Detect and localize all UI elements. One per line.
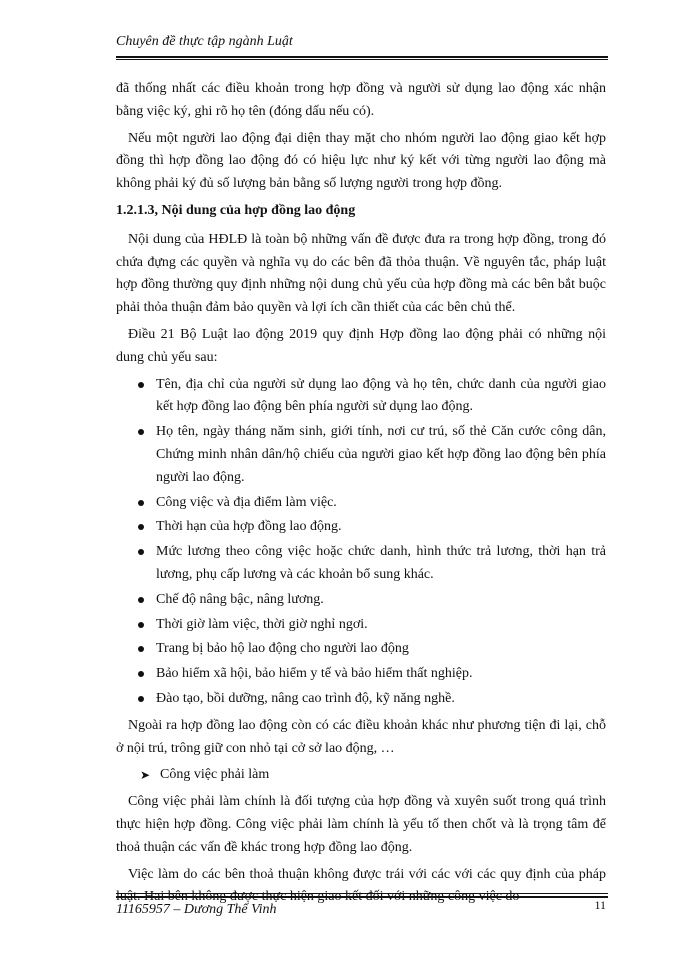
paragraph-6: Công việc phải làm chính là đối tượng của hợp đồng và xuyên suốt trong quá trình thực hiện hợp đồng. Công việc phải làm chính là yếu tố then chốt và là trọng tâm để thoả thuận các vấn đề khác trong hợp đồng lao động. [116, 794, 606, 855]
arrow-bullet-icon: ➤ [140, 768, 151, 783]
list-item-text: Thời hạn của hợp đồng lao động. [156, 519, 342, 535]
footer-rule-thick [116, 896, 608, 898]
page-header-title: Chuyên đề thực tập ngành Luật [116, 34, 293, 49]
header-rule-thin [116, 59, 608, 60]
paragraph-5: Ngoài ra hợp đồng lao động còn có các điều khoản khác như phương tiện đi lại, chỗ ở nội trú, trông giữ con nhỏ tại cở sở lao động, … [116, 717, 606, 756]
bullet-icon [138, 671, 144, 677]
list-item-text: Chế độ nâng bậc, nâng lương. [156, 591, 324, 607]
bullet-icon [138, 597, 144, 603]
list-item [116, 541, 606, 587]
arrow-list-item [116, 764, 606, 787]
paragraph-4: Điều 21 Bộ Luật lao động 2019 quy định Hợp đồng lao động phải có những nội dung chủ yếu sau: [116, 326, 606, 365]
list-item-text: Bảo hiểm xã hội, bảo hiểm y tế và bảo hiểm thất nghiệp. [156, 666, 473, 682]
footer-author: 11165957 – Dương Thế Vinh [116, 902, 277, 917]
arrow-item-text: Công việc phải làm [160, 767, 270, 783]
list-item [116, 638, 606, 661]
list-item-text: Công việc và địa điểm làm việc. [156, 494, 337, 510]
list-item-text: Họ tên, ngày tháng năm sinh, giới tính, nơi cư trú, số thẻ Căn cước công dân, Chứng minh nhân dân/hộ chiếu của người giao kết hợp đồng lao động bên phía người lao động. [156, 424, 606, 485]
list-item-text: Tên, địa chỉ của người sử dụng lao động và họ tên, chức danh của người giao kết hợp đồng lao động bên phía người sử dụng lao động. [156, 376, 606, 415]
header-rule-thick [116, 56, 608, 58]
list-item [116, 516, 606, 539]
list-item-text: Mức lương theo công việc hoặc chức danh, hình thức trả lương, thời hạn trả lương, phụ cấp lương và các khoản bổ sung khác. [156, 544, 606, 582]
bullet-icon [138, 500, 144, 506]
footer-rule-thin [116, 893, 608, 894]
bullet-icon [138, 646, 144, 652]
paragraph-7: Việc làm do các bên thoả thuận không được trái với các với các quy định của pháp luật. Hai bên không được thực hiện giao kết đối với những công việc do [116, 866, 606, 905]
bullet-icon [138, 382, 144, 388]
section-heading: 1.2.1.3, Nội dung của hợp đồng lao động [116, 202, 356, 218]
page-body [116, 78, 606, 913]
paragraph-3: Nội dung của HĐLĐ là toàn bộ những vấn đề được đưa ra trong hợp đồng, trong đó chứa đựng các quyền và nghĩa vụ do các bên đã thỏa thuận. Về nguyên tắc, pháp luật hợp đồng thường quy định những nội dung chủ yếu của hợp đồng mà các bên bắt buộc phải thỏa thuận đảm bảo quyền và lợi ích cần thiết của các bên chủ thể. [116, 231, 606, 316]
bullet-icon [138, 622, 144, 628]
bullet-icon [138, 549, 144, 555]
content-bullet-list [116, 374, 606, 711]
list-item-text: Trang bị bảo hộ lao động cho người lao động [156, 641, 409, 657]
list-item [116, 589, 606, 612]
list-item [116, 374, 606, 420]
list-item-text: Đào tạo, bồi dưỡng, nâng cao trình độ, kỹ năng nghề. [156, 690, 455, 706]
paragraph-2: Nếu một người lao động đại diện thay mặt cho nhóm người lao động giao kết hợp đồng thì hợp đồng lao động đó có hiệu lực như ký kết với từng người lao động mà không phải ký đủ số lượng bản bằng số lượng người trong hợp đồng. [116, 130, 606, 192]
page-number: 11 [594, 898, 606, 912]
bullet-icon [138, 429, 144, 435]
list-item-text: Thời giờ làm việc, thời giờ nghỉ ngơi. [156, 616, 368, 632]
list-item [116, 492, 606, 515]
bullet-icon [138, 696, 144, 702]
list-item [116, 614, 606, 637]
list-item [116, 663, 606, 686]
bullet-icon [138, 524, 144, 530]
paragraph-1: đã thống nhất các điều khoản trong hợp đồng và người sử dụng lao động xác nhận bằng việc ký, ghi rõ họ tên (đóng dấu nếu có). [116, 81, 606, 119]
list-item [116, 421, 606, 489]
list-item [116, 688, 606, 711]
